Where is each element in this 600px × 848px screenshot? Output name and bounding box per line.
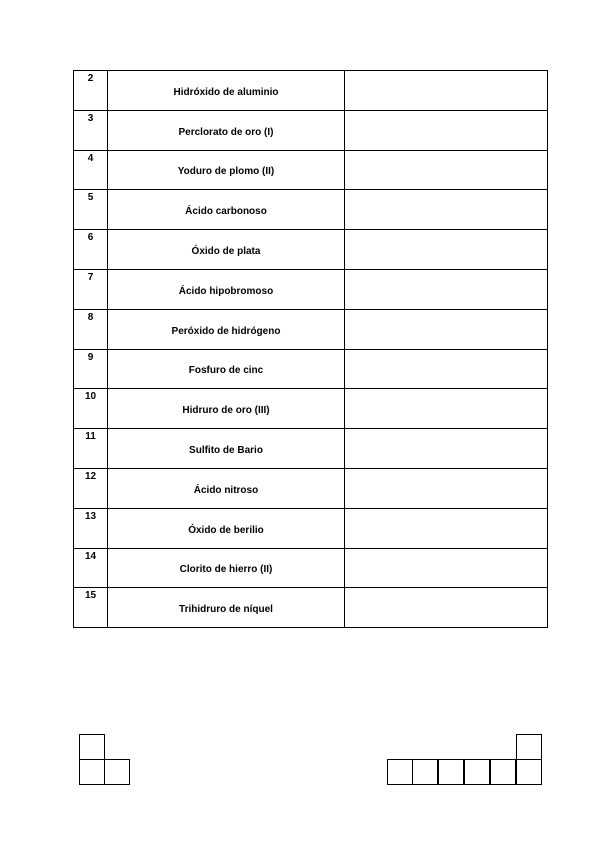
answer-cell[interactable]: [345, 269, 548, 309]
row-number: 15: [74, 588, 108, 628]
compound-name: Ácido carbonoso: [108, 190, 345, 230]
table-row: [74, 110, 548, 150]
table-row: [74, 548, 548, 588]
grid-box: [387, 759, 413, 785]
compound-name: Óxido de plata: [108, 230, 345, 270]
answer-cell[interactable]: [345, 71, 548, 111]
compound-name: Ácido hipobromoso: [108, 269, 345, 309]
row-number: 11: [74, 429, 108, 469]
answer-cell[interactable]: [345, 349, 548, 389]
grid-box: [490, 759, 516, 785]
table-row: [74, 389, 548, 429]
table-row: [74, 508, 548, 548]
grid-box: [516, 759, 542, 785]
row-number: 14: [74, 548, 108, 588]
answer-cell[interactable]: [345, 508, 548, 548]
row-number: 13: [74, 508, 108, 548]
grid-box: [412, 759, 438, 785]
table-row: [74, 190, 548, 230]
answer-cell[interactable]: [345, 548, 548, 588]
compound-name: Clorito de hierro (II): [108, 548, 345, 588]
answer-cell[interactable]: [345, 309, 548, 349]
table-row: [74, 150, 548, 190]
grid-box: [79, 759, 105, 785]
answer-cell[interactable]: [345, 190, 548, 230]
compound-name: Yoduro de plomo (II): [108, 150, 345, 190]
row-number: 12: [74, 468, 108, 508]
answer-cell[interactable]: [345, 230, 548, 270]
table-row: [74, 349, 548, 389]
grid-box: [104, 759, 130, 785]
compound-name: Hidróxido de aluminio: [108, 71, 345, 111]
row-number: 5: [74, 190, 108, 230]
grid-box: [438, 759, 464, 785]
compound-name: Fosfuro de cinc: [108, 349, 345, 389]
row-number: 9: [74, 349, 108, 389]
compounds-table: [73, 70, 548, 628]
table-row: [74, 468, 548, 508]
answer-cell[interactable]: [345, 588, 548, 628]
row-number: 8: [74, 309, 108, 349]
compound-name: Ácido nitroso: [108, 468, 345, 508]
table-row: [74, 588, 548, 628]
grid-box: [464, 759, 490, 785]
row-number: 10: [74, 389, 108, 429]
answer-cell[interactable]: [345, 110, 548, 150]
table-row: [74, 429, 548, 469]
answer-cell[interactable]: [345, 468, 548, 508]
table-row: [74, 230, 548, 270]
answer-cell[interactable]: [345, 150, 548, 190]
table-row: [74, 309, 548, 349]
answer-cell[interactable]: [345, 389, 548, 429]
row-number: 4: [74, 150, 108, 190]
compound-name: Hidruro de oro (III): [108, 389, 345, 429]
compound-name: Peróxido de hidrógeno: [108, 309, 345, 349]
answer-cell[interactable]: [345, 429, 548, 469]
compound-name: Trihidruro de níquel: [108, 588, 345, 628]
table-row: [74, 71, 548, 111]
row-number: 2: [74, 71, 108, 111]
row-number: 3: [74, 110, 108, 150]
grid-box: [79, 734, 105, 760]
row-number: 7: [74, 269, 108, 309]
compound-name: Sulfito de Bario: [108, 429, 345, 469]
compounds-table-body: [74, 71, 548, 628]
table-row: [74, 269, 548, 309]
row-number: 6: [74, 230, 108, 270]
compound-name: Óxido de berilio: [108, 508, 345, 548]
grid-box: [516, 734, 542, 760]
compound-name: Perclorato de oro (I): [108, 110, 345, 150]
